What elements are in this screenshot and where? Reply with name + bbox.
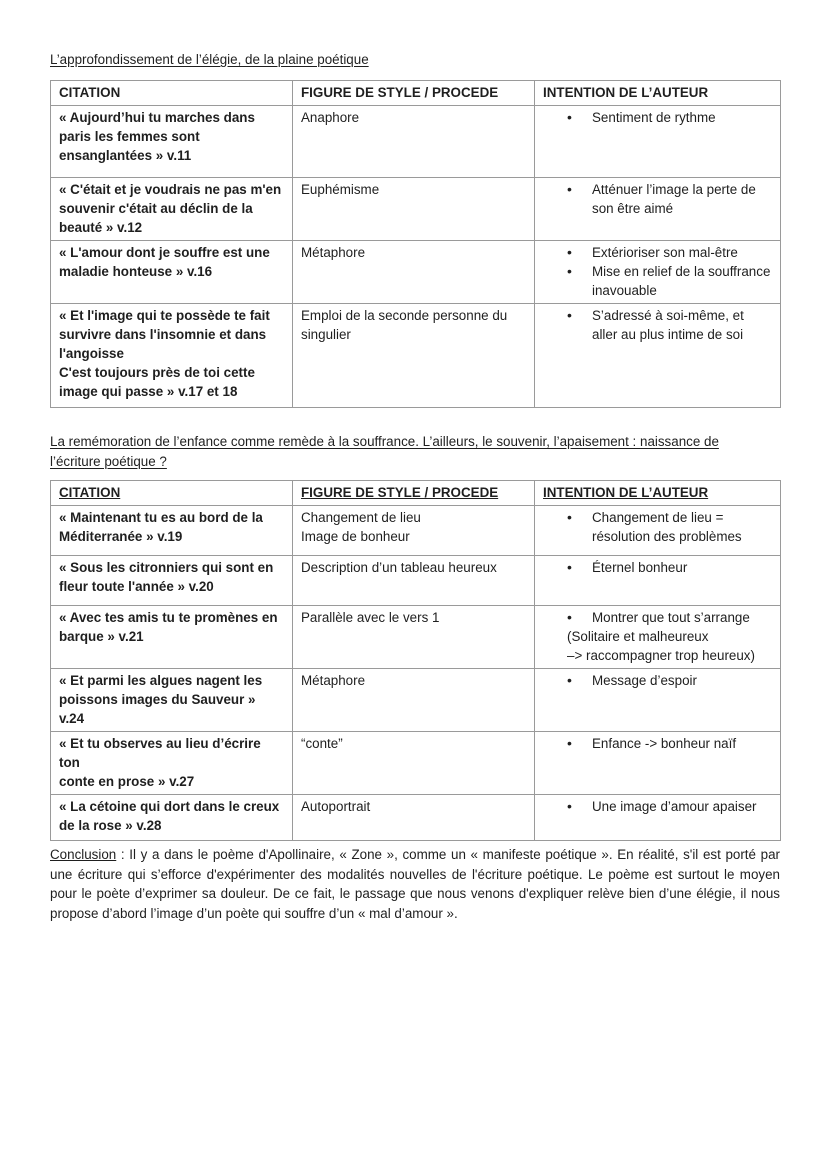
intention-item: • Changement de lieu = résolution des problèmes — [543, 508, 772, 546]
citation-cell — [51, 606, 293, 669]
conclusion-text: : Il y a dans le poème d'Apollinaire, « Zone », comme un « manifeste poétique ». En réalité, s'il est porté par une écriture qui s’efforce d'expérimenter des modalités nouvelles de l'écriture poétique. Le poème est surtout le moyen pour le poète d’exprimer sa douleur. De ce fait, le passage que nous venons d'expliquer relève bien d’une élégie, il nous propose d’abord l’image d’un poète qui souffre d’un « mal d’amour ». — [50, 847, 780, 921]
citation-line: beauté » v.12 — [59, 220, 143, 235]
figure-cell — [293, 606, 535, 669]
figure-cell — [293, 106, 535, 178]
figure-cell — [293, 556, 535, 606]
table-childhood — [50, 480, 781, 841]
intention-list — [543, 734, 772, 753]
table-header-row — [51, 481, 781, 506]
intention-item: • Mise en relief de la souffrance inavouable — [543, 262, 772, 300]
figure-text: “conte” — [301, 736, 343, 751]
intention-list — [543, 608, 772, 627]
intention-item: • Atténuer l’image la perte de son être aimé — [543, 180, 772, 218]
header-intention: INTENTION DE L’AUTEUR — [535, 481, 781, 506]
figure-text: Métaphore — [301, 245, 366, 260]
intention-item: • Enfance -> bonheur naïf — [543, 734, 772, 753]
citation-line: paris les femmes sont — [59, 129, 200, 144]
intention-list — [543, 671, 772, 690]
citation-line: « Avec tes amis tu te promènes en — [59, 610, 278, 625]
figure-text: Autoportrait — [301, 799, 371, 814]
citation-line: « Et l'image qui te possède te fait — [59, 308, 270, 323]
intention-list — [543, 306, 772, 344]
figure-cell — [293, 304, 535, 408]
intention-note: –> raccompagner trop heureux) — [567, 648, 755, 663]
citation-line: Méditerranée » v.19 — [59, 529, 183, 544]
intention-list — [543, 180, 772, 218]
intention-cell — [535, 732, 781, 795]
section-2-title: La remémoration de l’enfance comme remède à la souffrance. L’ailleurs, le souvenir, l’apaisement : naissance de l’écriture poétique ? — [50, 434, 719, 469]
header-citation: CITATION — [51, 481, 293, 506]
figure-cell — [293, 669, 535, 732]
table-row — [51, 106, 781, 178]
intention-cell — [535, 669, 781, 732]
intention-cell — [535, 506, 781, 556]
citation-line: de la rose » v.28 — [59, 818, 162, 833]
intention-item: • Une image d’amour apaiser — [543, 797, 772, 816]
intention-item: • Montrer que tout s’arrange — [543, 608, 772, 627]
intention-item: • S’adressé à soi-même, et aller au plus intime de soi — [543, 306, 772, 344]
table-header-row — [51, 81, 781, 106]
citation-line: maladie honteuse » v.16 — [59, 264, 213, 279]
citation-line: barque » v.21 — [59, 629, 144, 644]
citation-cell — [51, 106, 293, 178]
intention-list — [543, 108, 772, 127]
table-row — [51, 506, 781, 556]
citation-line: souvenir c'était au déclin de la — [59, 201, 253, 216]
figure-text: Emploi de la seconde personne du — [301, 308, 508, 323]
citation-cell — [51, 795, 293, 841]
header-figure: FIGURE DE STYLE / PROCEDE — [293, 81, 535, 106]
citation-line: « C'était et je voudrais ne pas m'en — [59, 182, 282, 197]
intention-item: • Éternel bonheur — [543, 558, 772, 577]
intention-cell — [535, 556, 781, 606]
figure-text: Image de bonheur — [301, 529, 410, 544]
intention-item: • Sentiment de rythme — [543, 108, 772, 127]
citation-line: survivre dans l'insomnie et dans — [59, 327, 267, 342]
citation-line: « Et tu observes au lieu d’écrire ton — [59, 736, 261, 770]
citation-cell — [51, 178, 293, 241]
figure-text: Euphémisme — [301, 182, 380, 197]
figure-text: Métaphore — [301, 673, 366, 688]
header-intention: INTENTION DE L’AUTEUR — [535, 81, 781, 106]
figure-text: Anaphore — [301, 110, 360, 125]
citation-line: « L'amour dont je souffre est une — [59, 245, 270, 260]
citation-line: ensanglantées » v.11 — [59, 148, 192, 163]
citation-cell — [51, 241, 293, 304]
header-citation: CITATION — [51, 81, 293, 106]
intention-cell — [535, 606, 781, 669]
figure-cell — [293, 732, 535, 795]
intention-cell — [535, 178, 781, 241]
citation-line: « La cétoine qui dort dans le creux — [59, 799, 280, 814]
intention-cell — [535, 241, 781, 304]
figure-cell — [293, 178, 535, 241]
intention-cell — [535, 795, 781, 841]
table-row — [51, 304, 781, 408]
intention-item: • Extérioriser son mal-être — [543, 243, 772, 262]
intention-list — [543, 558, 772, 577]
figure-cell — [293, 506, 535, 556]
table-row — [51, 606, 781, 669]
citation-line: poissons images du Sauveur » v.24 — [59, 692, 256, 726]
figure-text: singulier — [301, 327, 351, 342]
conclusion-label: Conclusion — [50, 847, 117, 862]
intention-list — [543, 508, 772, 546]
citation-line: « Maintenant tu es au bord de la — [59, 510, 263, 525]
figure-text: Changement de lieu — [301, 510, 421, 525]
citation-cell — [51, 506, 293, 556]
table-row — [51, 241, 781, 304]
citation-line: conte en prose » v.27 — [59, 774, 195, 789]
intention-cell — [535, 304, 781, 408]
citation-cell — [51, 304, 293, 408]
conclusion-paragraph — [50, 845, 780, 923]
figure-text: Description d’un tableau heureux — [301, 560, 497, 575]
section-1-title: L’approfondissement de l’élégie, de la plaine poétique — [50, 52, 369, 67]
intention-item: • Message d’espoir — [543, 671, 772, 690]
table-row — [51, 795, 781, 841]
intention-note: (Solitaire et malheureux — [567, 629, 709, 644]
header-figure: FIGURE DE STYLE / PROCEDE — [293, 481, 535, 506]
figure-cell — [293, 241, 535, 304]
citation-line: « Sous les citronniers qui sont en — [59, 560, 274, 575]
citation-line: « Et parmi les algues nagent les — [59, 673, 263, 688]
table-row — [51, 556, 781, 606]
intention-cell — [535, 106, 781, 178]
citation-line: l'angoisse — [59, 346, 124, 361]
table-elegy — [50, 80, 781, 408]
table-row — [51, 669, 781, 732]
citation-cell — [51, 669, 293, 732]
citation-cell — [51, 556, 293, 606]
citation-line: image qui passe » v.17 et 18 — [59, 384, 238, 399]
figure-cell — [293, 795, 535, 841]
citation-cell — [51, 732, 293, 795]
intention-list — [543, 243, 772, 300]
citation-line: fleur toute l'année » v.20 — [59, 579, 214, 594]
table-row — [51, 732, 781, 795]
figure-text: Parallèle avec le vers 1 — [301, 610, 440, 625]
citation-line: C'est toujours près de toi cette — [59, 365, 255, 380]
intention-list — [543, 797, 772, 816]
table-row — [51, 178, 781, 241]
citation-line: « Aujourd’hui tu marches dans — [59, 110, 255, 125]
